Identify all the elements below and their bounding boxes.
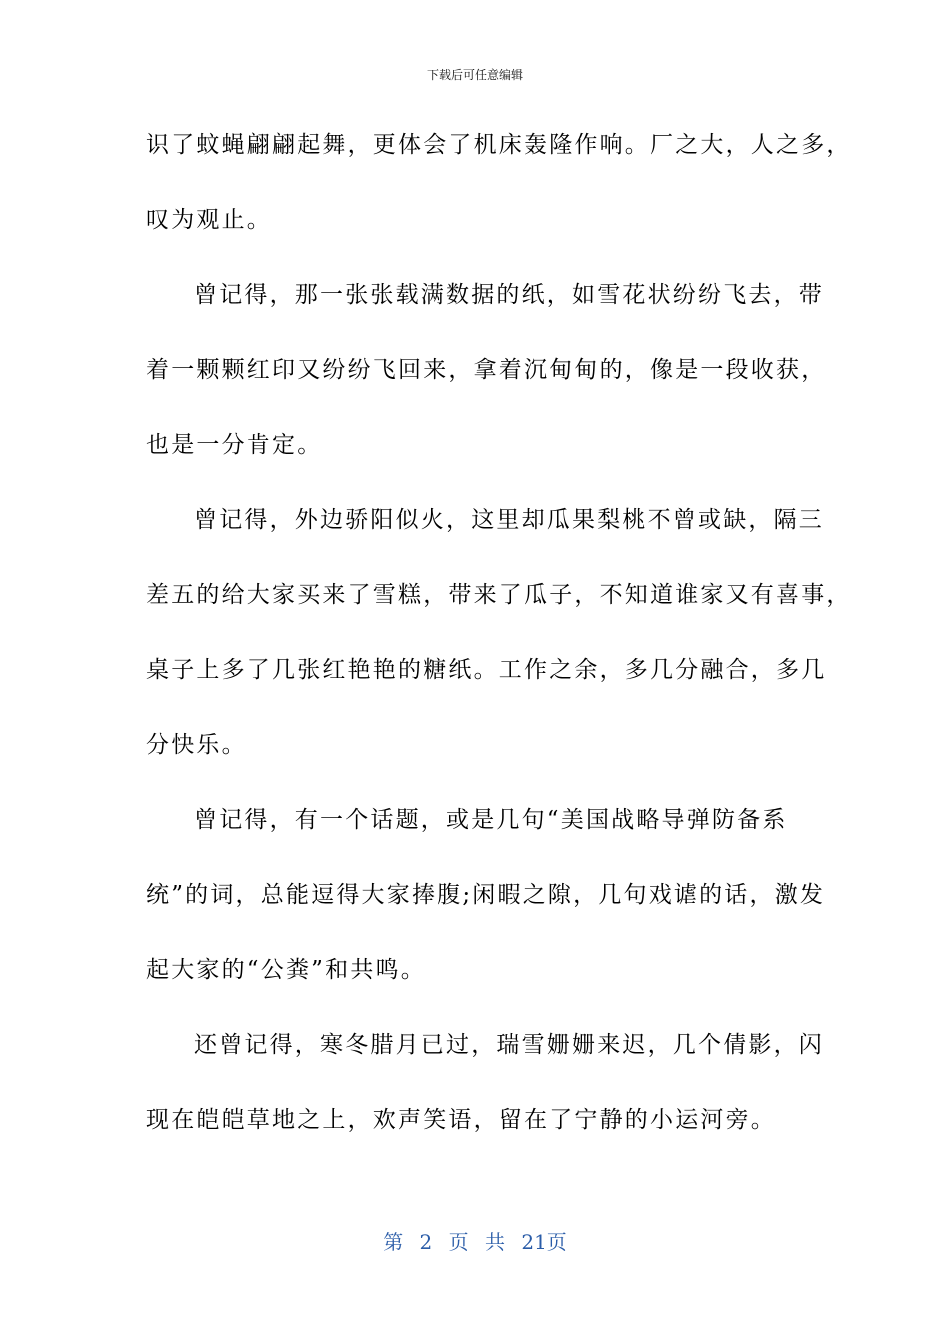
page-number-footer: 第 2 页 共 21页 <box>383 1230 567 1254</box>
text-line: 桌子上多了几张红艳艳的糖纸。工作之余，多几分融合，多几 <box>146 657 827 683</box>
paragraph-start-line: 曾记得，那一张张载满数据的纸，如雪花状纷纷飞去，带 <box>194 282 824 308</box>
text-line: 识了蚊蝇翩翩起舞，更体会了机床轰隆作响。厂之大，人之多， <box>146 132 852 158</box>
paragraph-start-line: 曾记得，外边骄阳似火，这里却瓜果梨桃不曾或缺，隔三 <box>194 507 824 533</box>
document-body <box>146 123 852 1173</box>
text-line: 统”的词，总能逗得大家捧腹;闲暇之隙，几句戏谑的话，激发 <box>146 882 826 908</box>
text-line: 分快乐。 <box>146 732 247 758</box>
text-line: 着一颗颗红印又纷纷飞回来，拿着沉甸甸的，像是一段收获， <box>146 357 827 383</box>
text-line: 起大家的“公粪”和共鸣。 <box>146 957 426 983</box>
text-line: 也是一分肯定。 <box>146 432 323 458</box>
paragraph-start-line: 还曾记得，寒冬腊月已过，瑞雪姗姗来迟，几个倩影，闪 <box>194 1032 824 1058</box>
text-line: 现在皑皑草地之上，欢声笑语，留在了宁静的小运河旁。 <box>146 1107 776 1133</box>
page-header: 下载后可任意编辑 <box>426 68 523 82</box>
paragraph-start-line: 曾记得，有一个话题，或是几句“美国战略导弹防备系 <box>194 807 788 833</box>
text-line: 差五的给大家买来了雪糕，带来了瓜子，不知道谁家又有喜事， <box>146 582 852 608</box>
text-line: 叹为观止。 <box>146 207 272 233</box>
